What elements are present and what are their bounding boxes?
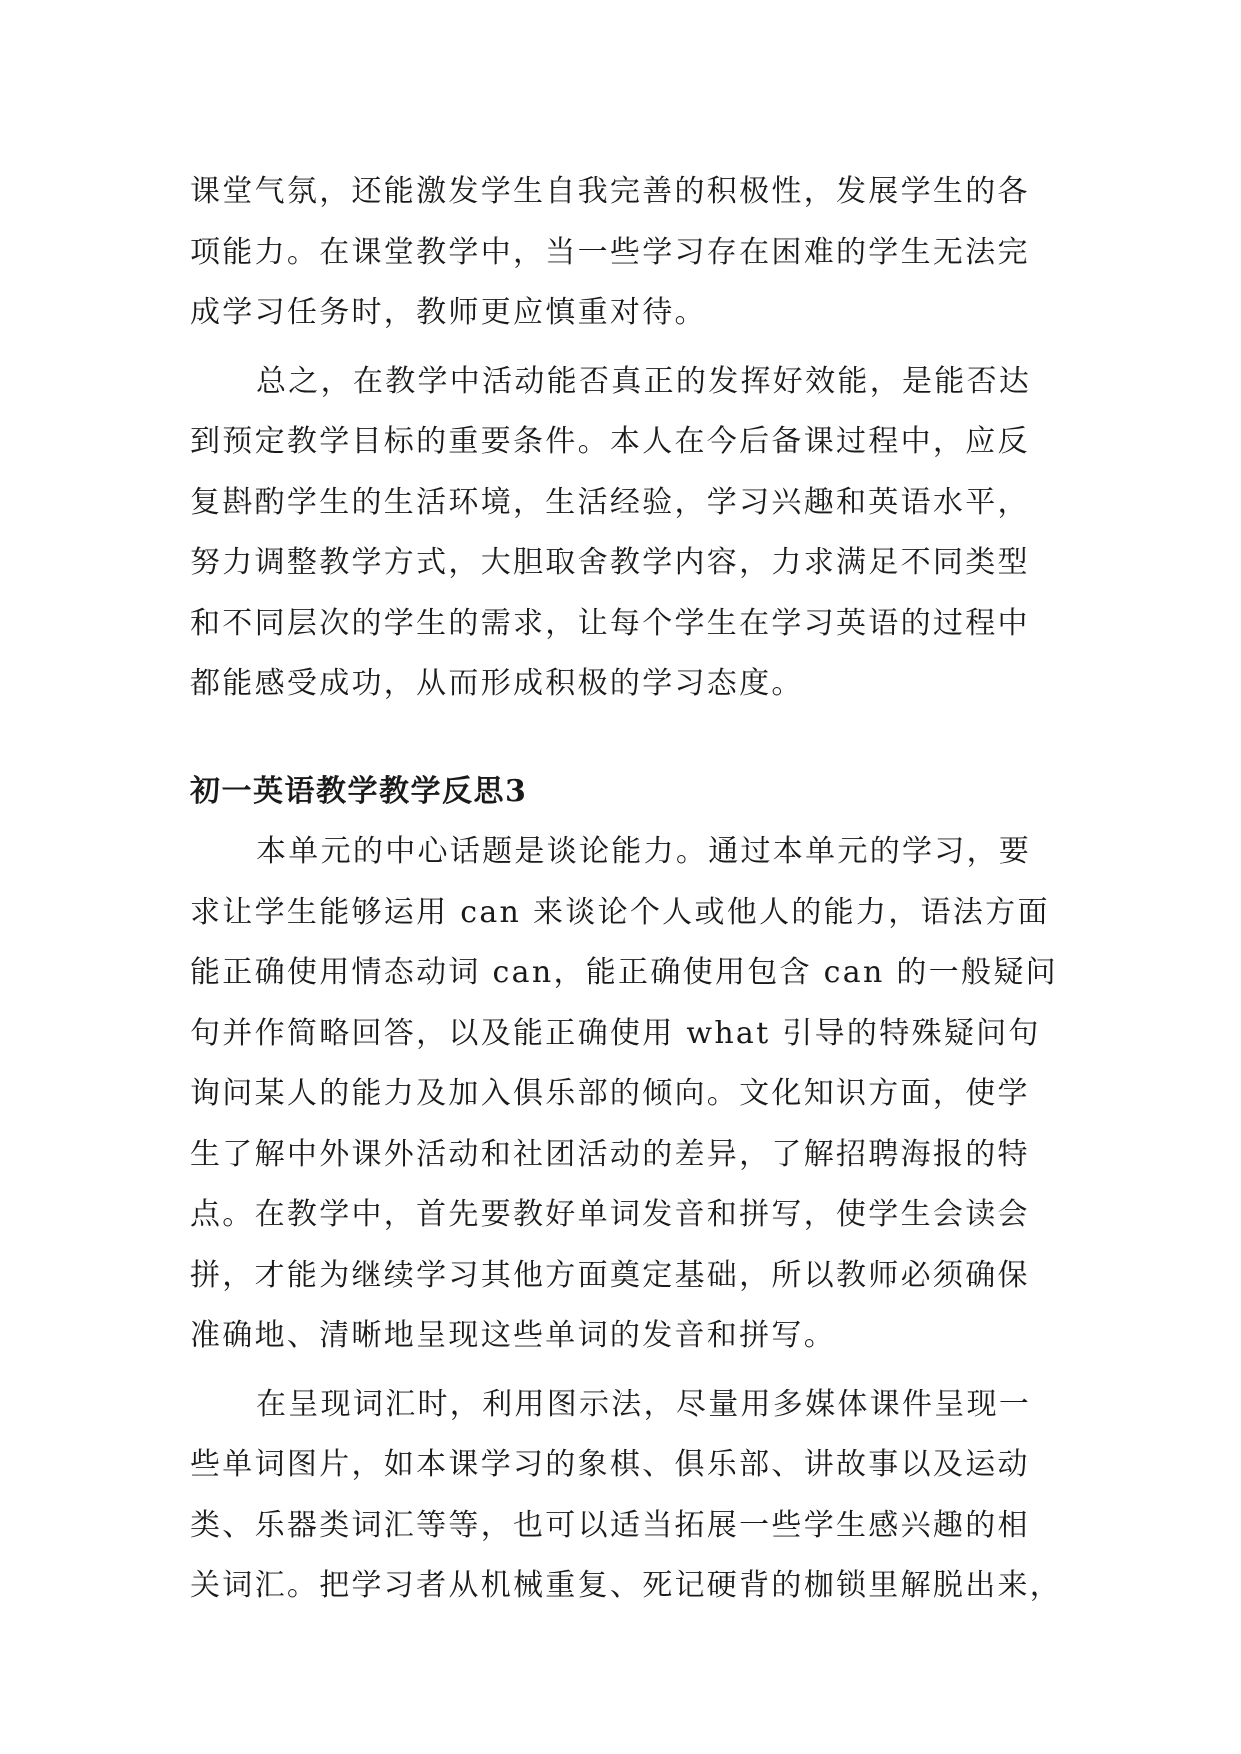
- paragraph-line: 总之，在教学中活动能否真正的发挥好效能，是能否达: [256, 363, 1032, 399]
- section-heading: 初一英语教学教学反思3: [190, 773, 528, 809]
- paragraph-gap: [190, 344, 1055, 352]
- paragraph-line: 点。在教学中，首先要教好单词发音和拼写，使学生会读会: [190, 1197, 1030, 1232]
- paragraph-line: 询问某人的能力及加入俱乐部的倾向。文化知识方面，使学: [190, 1076, 1030, 1111]
- paragraph-line: 在呈现词汇时，利用图示法，尽量用多媒体课件呈现一: [256, 1386, 1032, 1422]
- paragraph-line: 项能力。在课堂教学中，当一些学习存在困难的学生无法完: [190, 234, 1030, 270]
- paragraph-line: 到预定教学目标的重要条件。本人在今后备课过程中，应反: [190, 424, 1030, 459]
- paragraph-line: 类、乐器类词汇等等，也可以适当拓展一些学生感兴趣的相: [190, 1507, 1030, 1543]
- paragraph-1: [190, 162, 1055, 344]
- paragraph-line: 拼，才能为继续学习其他方面奠定基础，所以教师必须确保: [190, 1257, 1030, 1293]
- paragraph-line: 句并作简略回答，以及能正确使用 what 引导的特殊疑问句: [190, 1015, 1041, 1051]
- paragraph-line: 课堂气氛，还能激发学生自我完善的积极性，发展学生的各: [190, 174, 1030, 209]
- paragraph-line: 准确地、清晰地呈现这些单词的发音和拼写。: [190, 1318, 836, 1353]
- paragraph-line: 成学习任务时，教师更应慎重对待。: [190, 295, 707, 330]
- paragraph-line: 本单元的中心话题是谈论能力。通过本单元的学习，要: [256, 834, 1032, 869]
- paragraph-4: [190, 1375, 1063, 1617]
- paragraph-line: 些单词图片，如本课学习的象棋、俱乐部、讲故事以及运动: [190, 1447, 1030, 1482]
- paragraph-line: 和不同层次的学生的需求，让每个学生在学习英语的过程中: [190, 605, 1030, 641]
- paragraph-line: 都能感受成功，从而形成积极的学习态度。: [190, 666, 804, 701]
- paragraph-2: [190, 352, 1055, 715]
- document-page: [190, 162, 1063, 1617]
- paragraph-line: 生了解中外课外活动和社团活动的差异，了解招聘海报的特: [190, 1136, 1030, 1172]
- paragraph-line: 能正确使用情态动词 can，能正确使用包含 can 的一般疑问: [190, 955, 1058, 990]
- section-gap: [190, 715, 1055, 762]
- paragraph-line: 关词汇。把学习者从机械重复、死记硬背的枷锁里解脱出来，: [190, 1568, 1063, 1603]
- paragraph-line: 求让学生能够运用 can 来谈论个人或他人的能力，语法方面: [190, 894, 1050, 930]
- paragraph-gap: [190, 1367, 1055, 1375]
- paragraph-line: 复斟酌学生的生活环境，生活经验，学习兴趣和英语水平，: [190, 484, 1030, 520]
- paragraph-line: 努力调整教学方式，大胆取舍教学内容，力求满足不同类型: [190, 545, 1030, 580]
- paragraph-3: [190, 822, 1058, 1367]
